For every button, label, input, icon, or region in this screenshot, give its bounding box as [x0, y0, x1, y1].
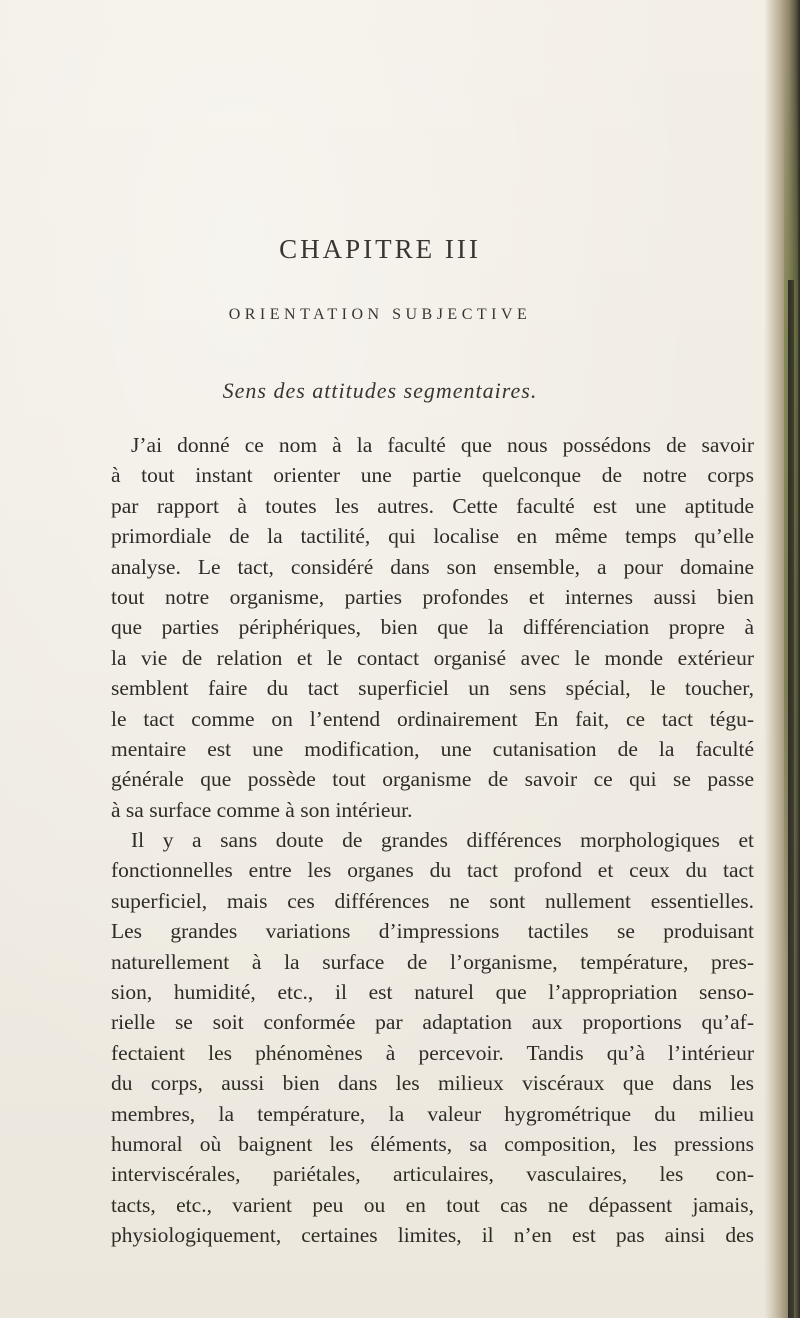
text-line: fonctionnelles entre les organes du tact profond et ceux du tact: [111, 858, 754, 883]
chapter-heading: CHAPITRE III: [279, 234, 481, 264]
text-line: superficiel, mais ces différences ne sont nullement essentielles.: [111, 888, 754, 913]
text-line: Les grandes variations d’impressions tactiles se produisant: [111, 919, 754, 944]
text-line: physiologiquement, certaines limites, il n’en est pas ainsi des: [111, 1223, 754, 1248]
section-title: Sens des attitudes segmentaires.: [222, 378, 538, 403]
chapter-title: ORIENTATION SUBJECTIVE: [228, 306, 532, 323]
text-line: primordiale de la tactilité, qui localise en même temps qu’elle: [111, 524, 754, 549]
text-line: à tout instant orienter une partie quelconque de notre corps: [111, 463, 754, 488]
text-line: sion, humidité, etc., il est naturel que l’appropriation senso-: [111, 980, 754, 1005]
body-text: [111, 430, 754, 1251]
text-line: le tact comme on l’entend ordinairement En fait, ce tact tégu-: [111, 706, 754, 731]
text-line: générale que possède tout organisme de savoir ce qui se passe: [111, 767, 754, 792]
text-line: J’ai donné ce nom à la faculté que nous possédons de savoir: [131, 433, 754, 457]
text-line: semblent faire du tact superficiel un sens spécial, le toucher,: [111, 676, 754, 701]
text-line: membres, la température, la valeur hygrométrique du milieu: [111, 1101, 754, 1126]
text-line: rielle se soit conformée par adaptation aux proportions qu’af-: [111, 1010, 754, 1035]
text-line: tacts, etc., varient peu ou en tout cas ne dépassent jamais,: [111, 1192, 754, 1217]
text-line: fectaient les phénomènes à percevoir. Tandis qu’à l’intérieur: [111, 1040, 754, 1065]
text-line: mentaire est une modification, une cutanisation de la faculté: [111, 736, 754, 761]
text-line: à sa surface comme à son intérieur.: [111, 797, 413, 822]
text-line: interviscérales, pariétales, articulaires, vasculaires, les con-: [111, 1162, 754, 1187]
text-line: par rapport à toutes les autres. Cette faculté est une aptitude: [111, 493, 754, 518]
text-line: naturellement à la surface de l’organisme, température, pres-: [111, 949, 754, 974]
text-line: analyse. Le tact, considéré dans son ensemble, a pour domaine: [111, 554, 754, 579]
page-binding-shadow: [788, 280, 794, 1318]
text-line: que parties périphériques, bien que la différenciation propre à: [111, 615, 754, 640]
text-line: tout notre organisme, parties profondes et internes aussi bien: [111, 584, 754, 609]
text-line: Il y a sans doute de grandes différences morphologiques et: [131, 828, 754, 853]
text-line: la vie de relation et le contact organisé avec le monde extérieur: [111, 645, 754, 670]
text-line: humoral où baignent les éléments, sa composition, les pressions: [111, 1131, 754, 1156]
text-line: du corps, aussi bien dans les milieux viscéraux que dans les: [111, 1071, 754, 1096]
